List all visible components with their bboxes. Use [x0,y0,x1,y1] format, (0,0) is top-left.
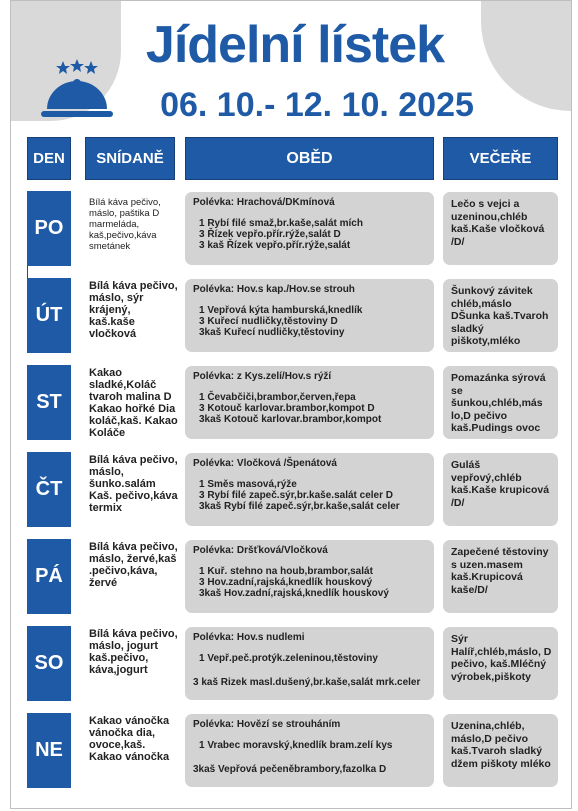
dinner-box [443,714,558,787]
lunch-option-2: 3 Kuřecí nudličky,těstoviny D [199,316,338,327]
lunch-option-1: 1 Vrabec moravský,knedlík bram.zelí kys [199,740,393,751]
lunch-option-1: 1 Směs masová,rýže [199,479,297,490]
day-label: NE [27,713,71,788]
soup-line: Polévka: Hrachová/DKmínová [193,197,335,208]
lunch-option-3: 3kaš Kuřecí nudličky,těstoviny [199,327,345,338]
day-label: ČT [27,452,71,527]
dinner-text: Uzenina,chléb, máslo,D pečivo kaš.Tvaroh sladký džem piškoty mléko [451,720,551,770]
breakfast-text: Bílá káva pečivo, máslo, šunko.salám Kaš. pečivo,káva termix [89,454,178,514]
lunch-option-1: 1 Vepřová kýta hamburská,knedlík [199,305,363,316]
lunch-option-2: 3 Řízek vepřo.přír.rýže,salát D [199,229,341,240]
dinner-box [443,279,558,352]
lunch-option-1: 1 Čevabčiči,brambor,červen,řepa [199,392,356,403]
lunch-option-3: 3kaš Hov.zadní,rajská,knedlík houskový [199,588,389,599]
dinner-text: Lečo s vejci a uzeninou,chléb kaš.Kaše vločková /D/ [451,198,545,248]
lunch-box [185,540,434,613]
breakfast-text: Bílá káva pečivo, máslo, jogurt kaš.pečivo, káva,jogurt [89,628,178,676]
column-header-lunch: OBĚD [185,137,434,180]
lunch-option-1: 1 Rybí filé smaž,br.kaše,salát mích [199,218,363,229]
dinner-box [443,627,558,700]
lunch-box [185,366,434,439]
breakfast-text: Bílá káva pečivo, máslo, sýr krájený, kaš.kaše vločková [89,280,178,340]
lunch-option-3: 3kaš Kotouč karlovar.brambor,kompot [199,414,382,425]
soup-line: Polévka: Hov.s kap./Hov.se strouh [193,284,355,295]
breakfast-text: Bílá káva pečivo, máslo, paštika D marmeláda, kaš,pečivo,káva smetánek [89,197,161,252]
lunch-option-2: 3 Hov.zadní,rajská,knedlík houskový [199,577,373,588]
text-cursor [27,266,28,278]
dinner-text: Sýr Halíř,chléb,máslo, D pečivo, kaš.Mléčný výrobek,piškoty [451,633,552,683]
lunch-option-1: 1 Vepř.peč.protýk.zeleninou,těstoviny [199,653,378,664]
lunch-option-3: 3kaš Vepřová pečeněbrambory,fazolka D [193,764,387,775]
soup-line: Polévka: Hov.s nudlemi [193,632,305,643]
breakfast-text: Bílá káva pečivo, máslo, žervé,kaš .pečivo,káva, žervé [89,541,178,589]
dinner-text: Pomazánka sýrová se šunkou,chléb,más lo,D pečivo kaš.Pudings ovoc [451,372,546,434]
soup-line: Polévka: z Kys.zelí/Hov.s rýží [193,371,332,382]
column-header-day: DEN [27,137,71,180]
day-label: PÁ [27,539,71,614]
soup-line: Polévka: Vločková /Špenátová [193,458,337,469]
breakfast-text: Kakao sladké,Koláč tvaroh malina D Kakao hořké Dia koláč,kaš. Kakao Koláče [89,367,178,439]
day-label: SO [27,626,71,701]
lunch-box [185,627,434,700]
lunch-box [185,714,434,787]
lunch-box [185,453,434,526]
lunch-box [185,279,434,352]
column-header-breakfast: SNÍDANĚ [85,137,175,180]
lunch-option-2: 3 Rybí filé zapeč.sýr,br.kaše.salát celer D [199,490,394,501]
soup-line: Polévka: Hovězí se strouháním [193,719,341,730]
soup-line: Polévka: Dršťková/Vločková [193,545,328,556]
dinner-text: Guláš vepřový,chléb kaš.Kaše krupicová /D/ [451,459,550,509]
cloche-icon [39,57,115,121]
dinner-box [443,192,558,265]
day-label: ST [27,365,71,440]
day-label: PO [27,191,71,266]
lunch-option-3: 3 kaš Řízek vepřo.přír.rýže,salát [199,240,351,251]
lunch-option-1: 1 Kuř. stehno na houb,brambor,salát [199,566,373,577]
dinner-text: Šunkový závitek chléb,máslo DŠunka kaš.Tvaroh sladký piškoty,mléko [451,285,549,347]
breakfast-text: Kakao vánočka vánočka dia, ovoce,kaš. Kakao vánočka [89,715,170,763]
dinner-box [443,366,558,439]
menu-page [10,0,572,809]
lunch-option-3: 3kaš Rybí filé zapeč.sýr,br.kaše,salát celer [199,501,400,512]
column-header-dinner: VEČEŘE [443,137,558,180]
lunch-option-3: 3 kaš Rizek masl.dušený,br.kaše,salát mrk.celer [193,677,421,688]
day-label: ÚT [27,278,71,353]
dinner-box [443,453,558,526]
lunch-box [185,192,434,265]
date-range: 06. 10.- 12. 10. 2025 [160,86,474,124]
dinner-text: Zapečené těstoviny s uzen.masem kaš.Krupicová kaše/D/ [451,546,549,596]
dinner-box [443,540,558,613]
lunch-option-2: 3 Kotouč karlovar.brambor,kompot D [199,403,375,414]
page-title: Jídelní lístek [145,16,445,74]
